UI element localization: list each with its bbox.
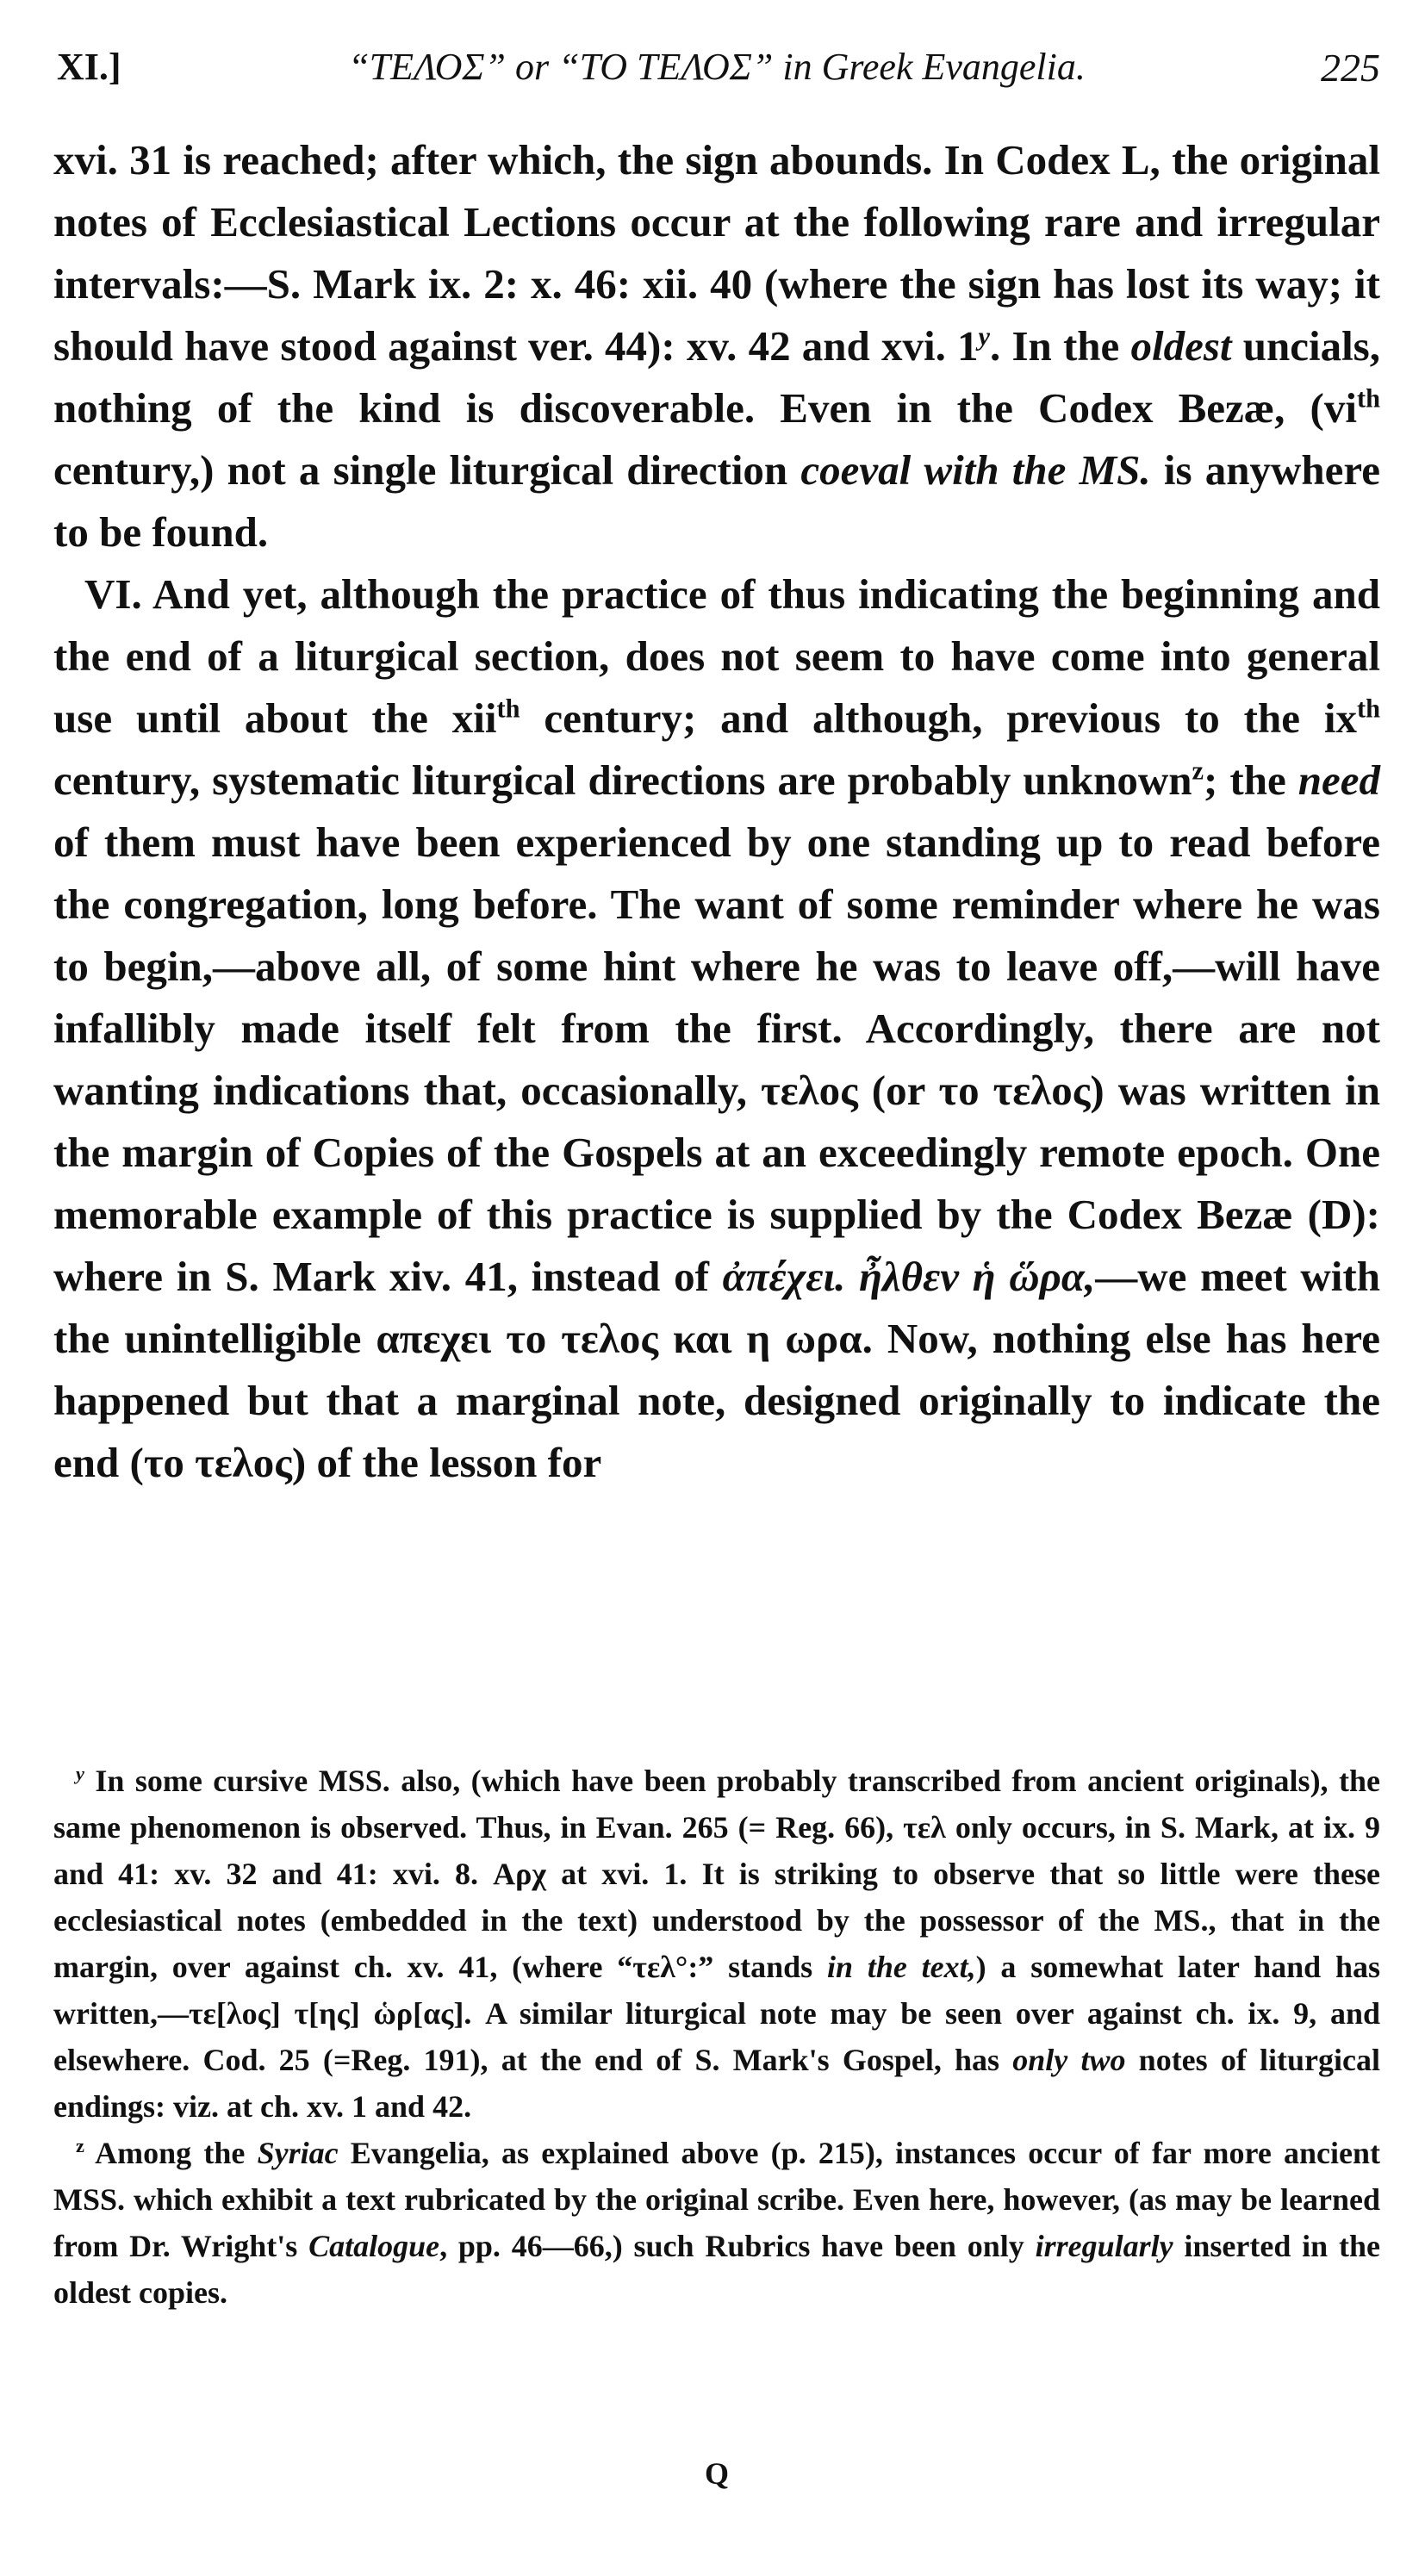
book-page [53,0,1380,2576]
main-text [53,129,1380,1494]
running-header [53,45,1380,105]
footnote-ref-z: z [1192,756,1204,786]
paragraph-2: VI. And yet, although the practice of thus indicating the beginning and the end of a liturgical section, does not seem to have come into general use until about the xii$^{th}$ century; and although, previous to the $ix^{th}$ century, systematic liturgical directions are probably unknown$^z$; the need of them must have been experienced by one standing up to read before the congregation, long before. The want of some reminder where he was to begin,—above all, of some hint where he was to leave off,—will have infallibly made itself felt from the first. Accordingly, there are not wanting indications that, occasionally, τελος (or το τελος) was written in the margin of Copies of the Gospels at an exceedingly remote epoch. One memorable example of this practice is supplied by the Codex Bezæ (D): where in S. Mark xiv. 41, instead of ἀπέχει. ἦλθεν ἡ ὥρα,—we meet with the unintelligible απεχει το τελος και η ωρα. Now, nothing else has here happened but that a marginal note, designed originally to indicate the end (το τελος) of the lesson for [53,570,1380,1486]
greek-phrase: ἀπέχει. ἦλθεν ἡ ὥρα, [722,1253,1096,1300]
footnote-z: $^z$ Among the Syriac Evangelia, as explained above (p. 215), instances occur of far more ancient MSS. which exhibit a text rubricated by the original scribe. Even here, however, (as may be learned from Dr. Wright's Catalogue, pp. 46—66,) such Rubrics have been only irregularly inserted in the oldest copies. [53,2135,1381,2310]
emphasis-coeval: coeval with the MS. [800,446,1151,494]
running-title: “ΤΕΛΟΣ” or “ΤΟ ΤΕΛΟΣ” in Greek Evangelia. [348,46,1086,88]
signature-mark: Q [704,2456,729,2491]
footnote-ref-y: y [978,321,990,352]
footnote-y: $^y$ In some cursive MSS. also, (which have been probably transcribed from ancient originals), the same phenomenon is observed. Thus, in Evan. 265 (= Reg. 66), τελ only occurs, in S. Mark, at ix. 9 and 41: xv. 32 and 41: xvi. 8. Αρχ at xvi. 1. It is striking to observe that so little were these ecclesiastical notes (embedded in the text) understood by the possessor of the MS., that in the margin, over against ch. xv. 41, (where “τελ°:” stands in the text,) a somewhat later hand has written,—τε[λος] τ[ης] ὡρ[ας]. A similar liturgical note may be seen over against ch. ix. 9, and elsewhere. Cod. 25 (=Reg. 191), at the end of S. Mark's Gospel, has only two notes of liturgical endings: viz. at ch. xv. 1 and 42. [53,1763,1381,2124]
page-number: 225 [1321,46,1380,90]
paragraph-1: xvi. 31 is reached; after which, the sign abounds. In Codex L, the original notes of Ecclesiastical Lections occur at the following rare and irregular intervals:—S. Mark ix. 2: x. 46: xii. 40 (where the sign has lost its way; it should have stood against ver. 44): xv. 42 and xvi. 1$^y$. In the oldest uncials, nothing of the kind is discoverable. Even in the Codex Bezæ, ($vi^{th}$ century,) not a single liturgical direction coeval with the MS. is anywhere to be found. [53,136,1381,556]
emphasis-oldest: oldest [1130,322,1232,370]
emphasis-need: need [1297,756,1380,804]
chapter-number: XI.] [57,46,121,88]
footnotes [53,1758,1380,2316]
